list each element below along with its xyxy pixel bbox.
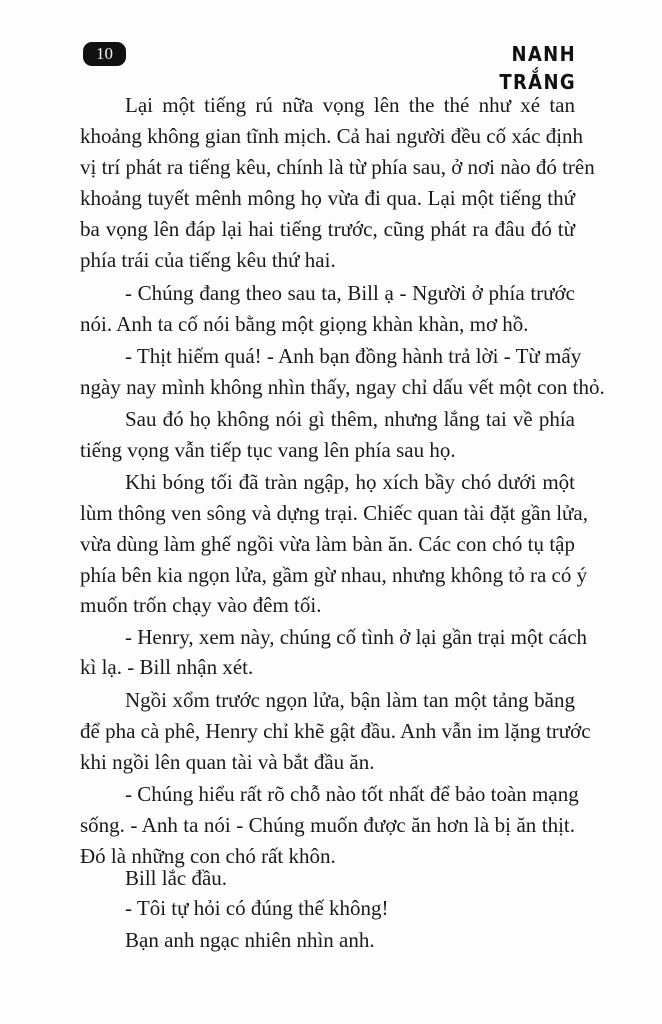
text-line: vừa dùng làm ghế ngồi vừa làm bàn ăn. Các con chó tụ tập	[80, 532, 575, 556]
text-line: Bạn anh ngạc nhiên nhìn anh.	[125, 928, 375, 952]
text-line: - Thịt hiếm quá! - Anh bạn đồng hành trả lời - Từ mấy	[125, 344, 582, 368]
text-line: phía trái của tiếng kêu thứ hai.	[80, 248, 336, 272]
text-line: Đó là những con chó rất khôn.	[80, 844, 336, 868]
text-line: Ngồi xổm trước ngọn lửa, bận làm tan một tảng băng	[125, 688, 575, 712]
text-line: - Chúng đang theo sau ta, Bill ạ - Người ở phía trước	[125, 281, 575, 305]
running-title: NANH TRẮNG	[499, 42, 576, 94]
text-line: ba vọng lên đáp lại hai tiếng trước, cũng phát ra đâu đó từ	[80, 217, 575, 241]
text-line: tiếng vọng vẫn tiếp tục vang lên phía sau họ.	[80, 438, 456, 462]
text-line: kì lạ. - Bill nhận xét.	[80, 655, 254, 679]
text-line: nói. Anh ta cố nói bằng một giọng khàn khàn, mơ hồ.	[80, 312, 529, 336]
text-line: Bill lắc đầu.	[125, 866, 228, 890]
text-line: phía bên kia ngọn lửa, gầm gừ nhau, nhưng không tỏ ra có ý	[80, 563, 588, 587]
text-line: để pha cà phê, Henry chỉ khẽ gật đầu. Anh vẫn im lặng trước	[80, 719, 591, 743]
text-line: khoảng không gian tĩnh mịch. Cả hai người đều cố xác định	[80, 124, 584, 148]
text-line: Khi bóng tối đã tràn ngập, họ xích bầy chó dưới một	[125, 470, 575, 494]
text-line: - Henry, xem này, chúng cố tình ở lại gần trại một cách	[125, 625, 588, 649]
text-line: khoảng tuyết mênh mông họ vừa đi qua. Lại một tiếng thứ	[80, 186, 575, 210]
text-line: Sau đó họ không nói gì thêm, nhưng lắng tai về phía	[125, 407, 575, 431]
text-line: - Chúng hiểu rất rõ chỗ nào tốt nhất để bảo toàn mạng	[125, 782, 579, 806]
text-line: lùm thông ven sông và dựng trại. Chiếc quan tài đặt gần lửa,	[80, 501, 588, 525]
text-line: ngày nay mình không nhìn thấy, ngay chỉ dấu vết một con thỏ.	[80, 375, 605, 399]
text-line: sống. - Anh ta nói - Chúng muốn được ăn hơn là bị ăn thịt.	[80, 813, 575, 837]
text-line: Lại một tiếng rú nữa vọng lên the thé như xé tan	[125, 93, 575, 117]
text-line: khi ngồi lên quan tài và bắt đầu ăn.	[80, 750, 375, 774]
text-line: - Tôi tự hỏi có đúng thế không!	[125, 896, 389, 920]
page-number-badge: 10	[83, 42, 126, 66]
text-line: muốn trốn chạy vào đêm tối.	[80, 593, 322, 617]
text-line: vị trí phát ra tiếng kêu, chính là từ phía sau, ở nơi nào đó trên	[80, 155, 595, 179]
